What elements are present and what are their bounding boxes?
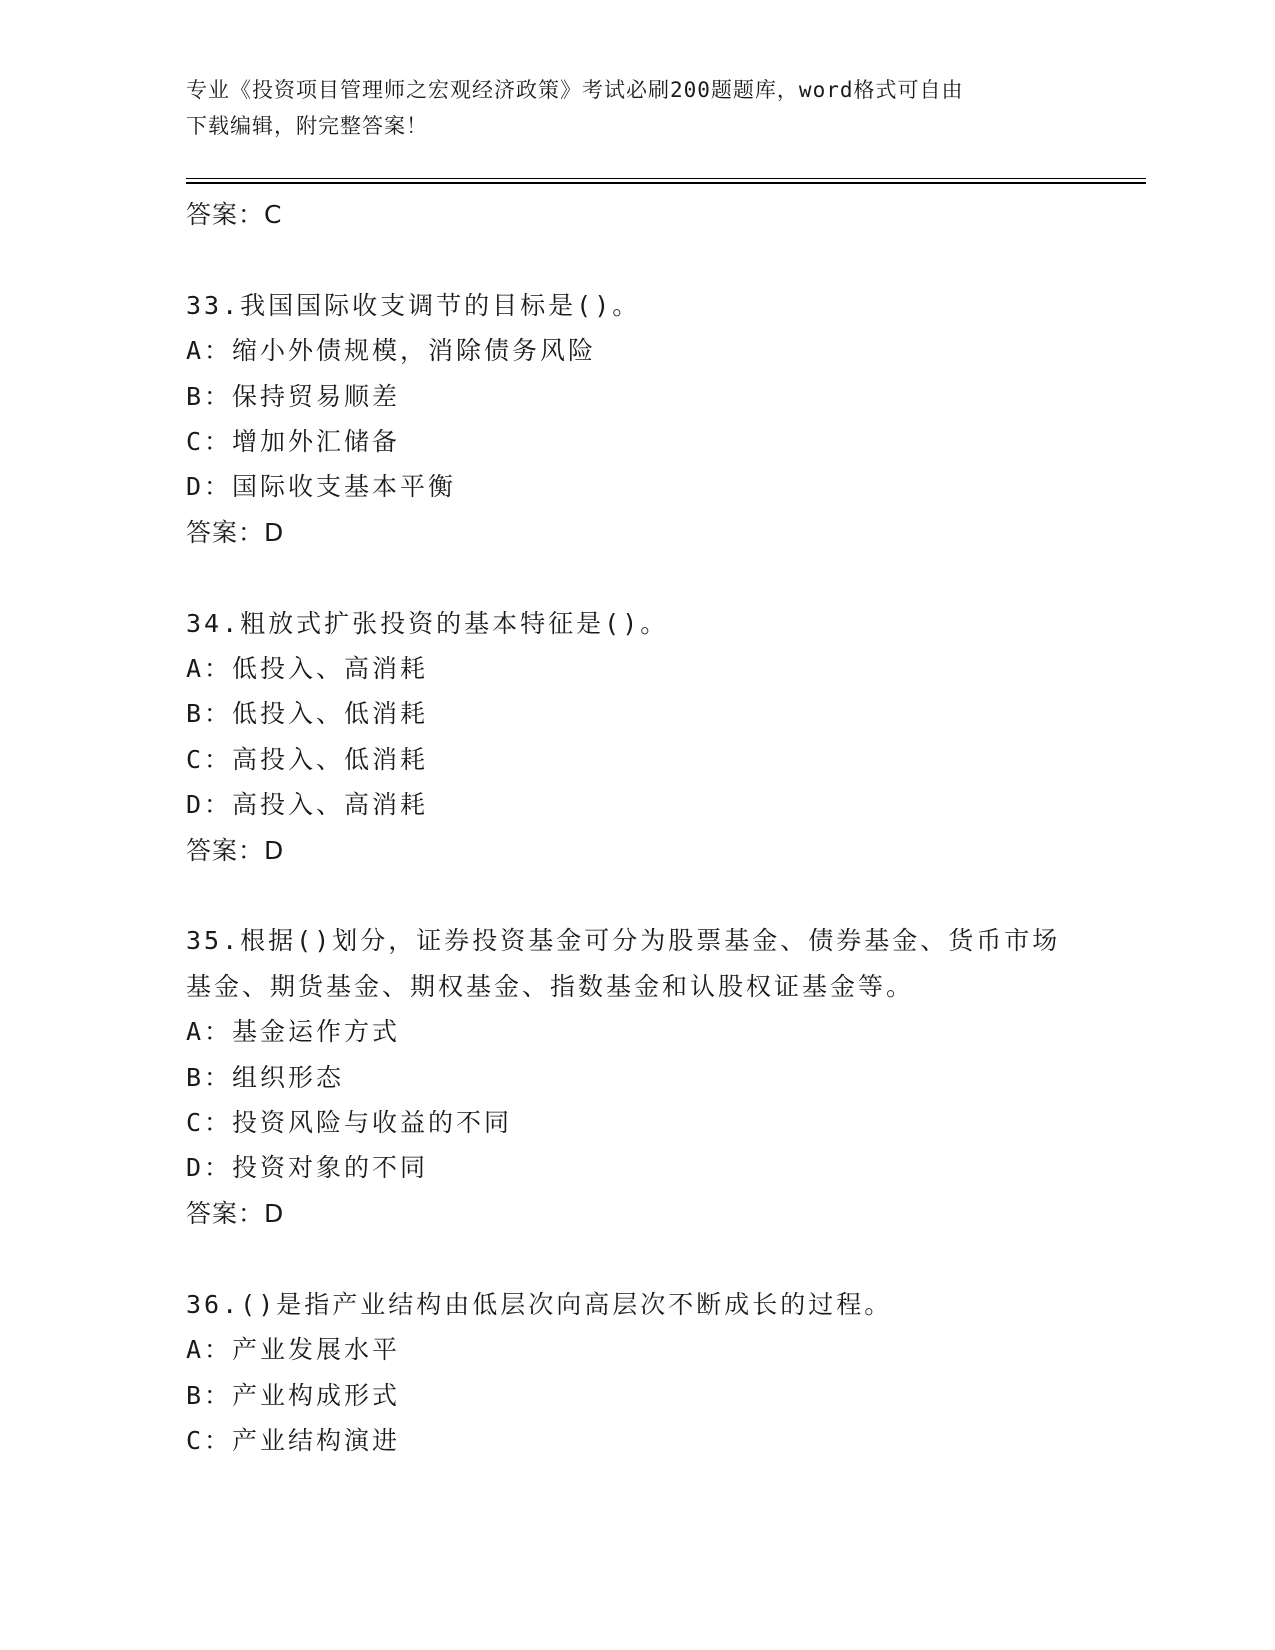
option-b: B：组织形态	[186, 1062, 345, 1092]
option-c: C：高投入、低消耗	[186, 744, 429, 774]
spacer	[186, 1236, 1086, 1281]
option-c: C：增加外汇储备	[186, 427, 401, 457]
question-stem: 35.根据()划分，证券投资基金可分为股票基金、债券基金、货币市场	[186, 926, 1061, 956]
option-a: A：基金运作方式	[186, 1017, 401, 1047]
spacer	[186, 237, 1086, 282]
header-divider-thin	[186, 178, 1146, 179]
option-c: C：投资风险与收益的不同	[186, 1108, 513, 1138]
option-d: D：高投入、高消耗	[186, 790, 429, 820]
question-block	[186, 918, 1086, 1236]
option-b: B：产业构成形式	[186, 1380, 401, 1410]
question-block	[186, 283, 1086, 555]
option-b: B：保持贸易顺差	[186, 381, 401, 411]
header-line-1: 专业《投资项目管理师之宏观经济政策》考试必刷200题题库，word格式可自由	[186, 78, 964, 102]
option-a: A：产业发展水平	[186, 1335, 401, 1365]
option-a: A：低投入、高消耗	[186, 654, 429, 684]
question-stem-continued: 基金、期货基金、期权基金、指数基金和认股权证基金等。	[186, 971, 915, 1001]
answer-line: 答案：D	[186, 517, 285, 547]
option-c: C：产业结构演进	[186, 1425, 401, 1455]
question-stem: 34.粗放式扩张投资的基本特征是()。	[186, 608, 669, 638]
question-stem: 36.()是指产业结构由低层次向高层次不断成长的过程。	[186, 1289, 893, 1319]
option-d: D：国际收支基本平衡	[186, 472, 457, 502]
option-a: A：缩小外债规模，消除债务风险	[186, 336, 597, 366]
option-d: D：投资对象的不同	[186, 1153, 429, 1183]
question-stem: 33.我国国际收支调节的目标是()。	[186, 290, 641, 320]
answer-line: 答案：C	[186, 200, 283, 229]
question-block	[186, 601, 1086, 873]
document-header	[186, 72, 1086, 144]
question-list	[186, 192, 1086, 1463]
header-line-2: 下载编辑，附完整答案！	[186, 114, 428, 138]
spacer	[186, 555, 1086, 600]
answer-line: 答案：D	[186, 835, 285, 865]
spacer	[186, 873, 1086, 918]
question-block	[186, 1282, 1086, 1464]
option-b: B：低投入、低消耗	[186, 699, 429, 729]
answer-line: 答案：D	[186, 1198, 285, 1228]
header-divider-thick	[186, 182, 1146, 184]
